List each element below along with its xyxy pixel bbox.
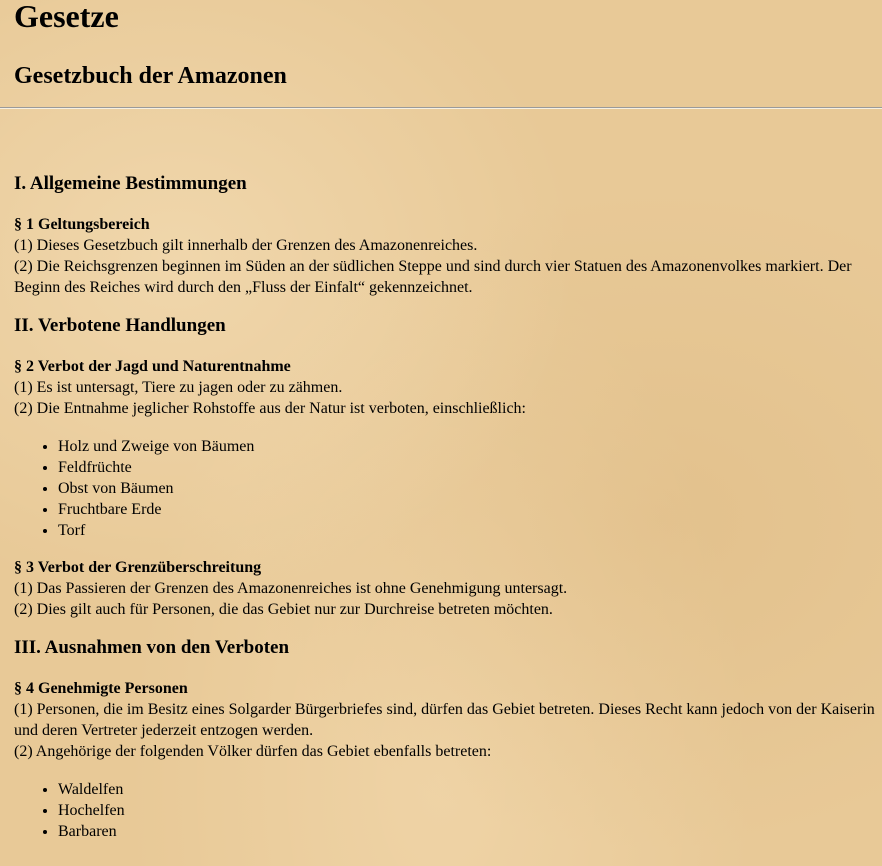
list-item: • Hochelfen: [58, 800, 876, 821]
paragraph-title: § 4 Genehmigte Personen: [14, 680, 188, 697]
paragraph-line: (2) Angehörige der folgenden Völker dürfen das Gebiet ebenfalls betreten:: [14, 743, 492, 760]
list-item: • Holz und Zweige von Bäumen: [58, 436, 876, 457]
section-heading: I. Allgemeine Bestimmungen: [14, 173, 247, 194]
peoples-list: [14, 779, 876, 842]
paragraph-title: § 1 Geltungsbereich: [14, 216, 150, 233]
paragraph-line: (2) Die Entnahme jeglicher Rohstoffe aus der Natur ist verboten, einschließlich:: [14, 400, 526, 417]
paragraph-1: [14, 214, 876, 298]
paragraph-line: (1) Personen, die im Besitz eines Solgarder Bürgerbriefes sind, dürfen das Gebiet betreten. Dieses Recht kann jedoch von der Kaiserin und deren Vertreter jederzeit entzogen werden.: [14, 701, 875, 739]
divider: [0, 107, 882, 109]
list-item: • Obst von Bäumen: [58, 478, 876, 499]
paragraph-title: § 2 Verbot der Jagd und Naturentnahme: [14, 358, 291, 375]
list-item: • Feldfrüchte: [58, 457, 876, 478]
paragraph-4: [14, 678, 876, 842]
list-item: • Barbaren: [58, 821, 876, 842]
section-heading: III. Ausnahmen von den Verboten: [14, 637, 290, 658]
list-item: • Fruchtbare Erde: [58, 499, 876, 520]
law-content: [14, 172, 876, 858]
paragraph-2: [14, 356, 876, 541]
paragraph-line: (2) Die Reichsgrenzen beginnen im Süden an der südlichen Steppe und sind durch vier Statuen des Amazonenvolkes markiert. Der Beginn des Reiches wird durch den „Fluss der Einfalt“ gekennzeichnet.: [14, 258, 852, 296]
paragraph-title: § 3 Verbot der Grenzüberschreitung: [14, 559, 262, 576]
paragraph-3: [14, 557, 876, 620]
page-subtitle: Gesetzbuch der Amazonen: [14, 63, 287, 89]
page-title: Gesetze: [14, 0, 119, 34]
resource-list: [14, 436, 876, 541]
paragraph-line: (2) Dies gilt auch für Personen, die das Gebiet nur zur Durchreise betreten möchten.: [14, 601, 553, 618]
list-item: • Torf: [58, 520, 876, 541]
paragraph-line: (1) Das Passieren der Grenzen des Amazonenreiches ist ohne Genehmigung untersagt.: [14, 580, 568, 597]
list-item: • Waldelfen: [58, 779, 876, 800]
section-heading: II. Verbotene Handlungen: [14, 315, 226, 336]
paragraph-line: (1) Es ist untersagt, Tiere zu jagen oder zu zähmen.: [14, 379, 343, 396]
paragraph-line: (1) Dieses Gesetzbuch gilt innerhalb der Grenzen des Amazonenreiches.: [14, 237, 478, 254]
